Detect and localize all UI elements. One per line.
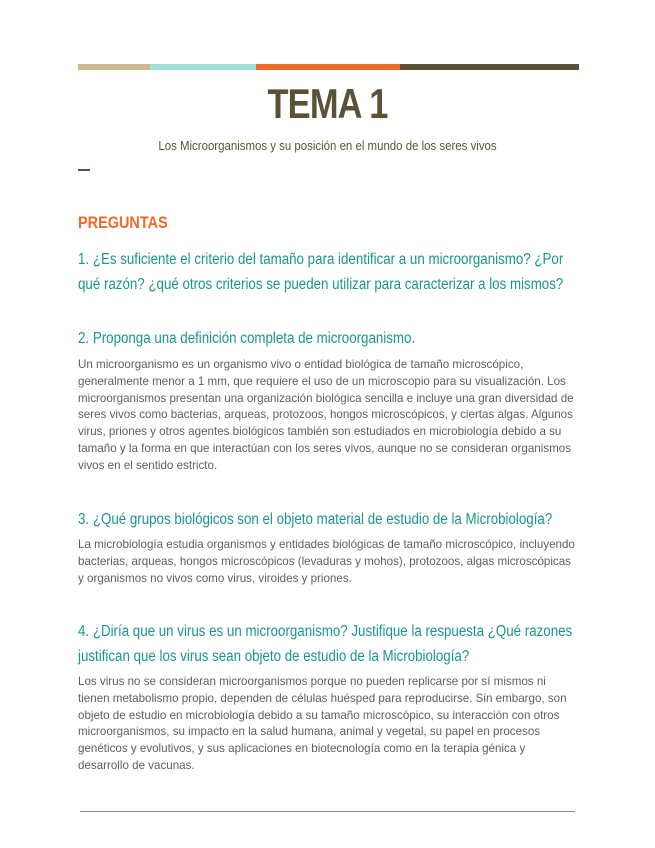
page-subtitle: Los Microorganismos y su posición en el mundo de los seres vivos xyxy=(158,138,497,153)
subtitle-dash xyxy=(78,169,90,171)
question-1: 1. ¿Es suficiente el criterio del tamaño para identificar a un microorganismo? ¿Por qué razón? ¿qué otros criterios se pueden utilizar para caracterizar a los mismos? xyxy=(78,251,564,293)
question-2: 2. Proponga una definición completa de microorganismo. xyxy=(78,330,416,347)
answer-3: La microbiología estudia organismos y entidades biológicas de tamaño microscópico, incluyendo bacterias, arqueas, hongos microscópicos (levaduras y mohos), protozoos, algas microscópicas y organismos no vivos como virus, viroides y priones. xyxy=(78,538,575,585)
color-bar-segment-aqua xyxy=(150,64,256,70)
question-3: 3. ¿Qué grupos biológicos son el objeto material de estudio de la Microbiología? xyxy=(78,511,553,528)
page-title: TEMA 1 xyxy=(267,80,388,127)
color-bar-segment-tan xyxy=(78,64,150,70)
answer-4: Los virus no se consideran microorganismos porque no pueden replicarse por sí mismos ni tienen metabolismo propio, dependen de células huésped para reproducirse. Sin embargo, son objeto de estudio en microbiología debido a su tamaño microscópico, su interacción con otros microorganismos, su impacto en la salud humana, animal y vegetal, su papel en procesos genéticos y evolutivos, y sus aplicaciones en biotecnología como en la terapia génica y desarrollo de vacunas. xyxy=(78,675,567,772)
decorative-color-bar xyxy=(78,64,579,70)
answer-2: Un microorganismo es un organismo vivo o entidad biológica de tamaño microscópico, generalmente menor a 1 mm, que requiere el uso de un microscopio para su visualización. Los microorganismos presentan una organización biológica sencilla e incluye una gran diversidad de seres vivos como bacterias, arqueas, protozoos, hongos microscópicos, y ciertas algas. Algunos virus, priones y otros agentes biológicos también son estudiados en microbiología debido a su tamaño y la forma en que interactúan con los seres vivos, aunque no se consideran organismos vivos en el sentido estricto. xyxy=(78,358,574,472)
color-bar-segment-orange xyxy=(256,64,400,70)
color-bar-segment-brown xyxy=(400,64,579,70)
question-4: 4. ¿Diría que un virus es un microorganismo? Justifique la respuesta ¿Qué razones justifican que los virus sean objeto de estudio de la Microbiología? xyxy=(78,623,573,665)
bottom-divider xyxy=(80,811,575,812)
section-heading: PREGUNTAS xyxy=(78,213,168,232)
